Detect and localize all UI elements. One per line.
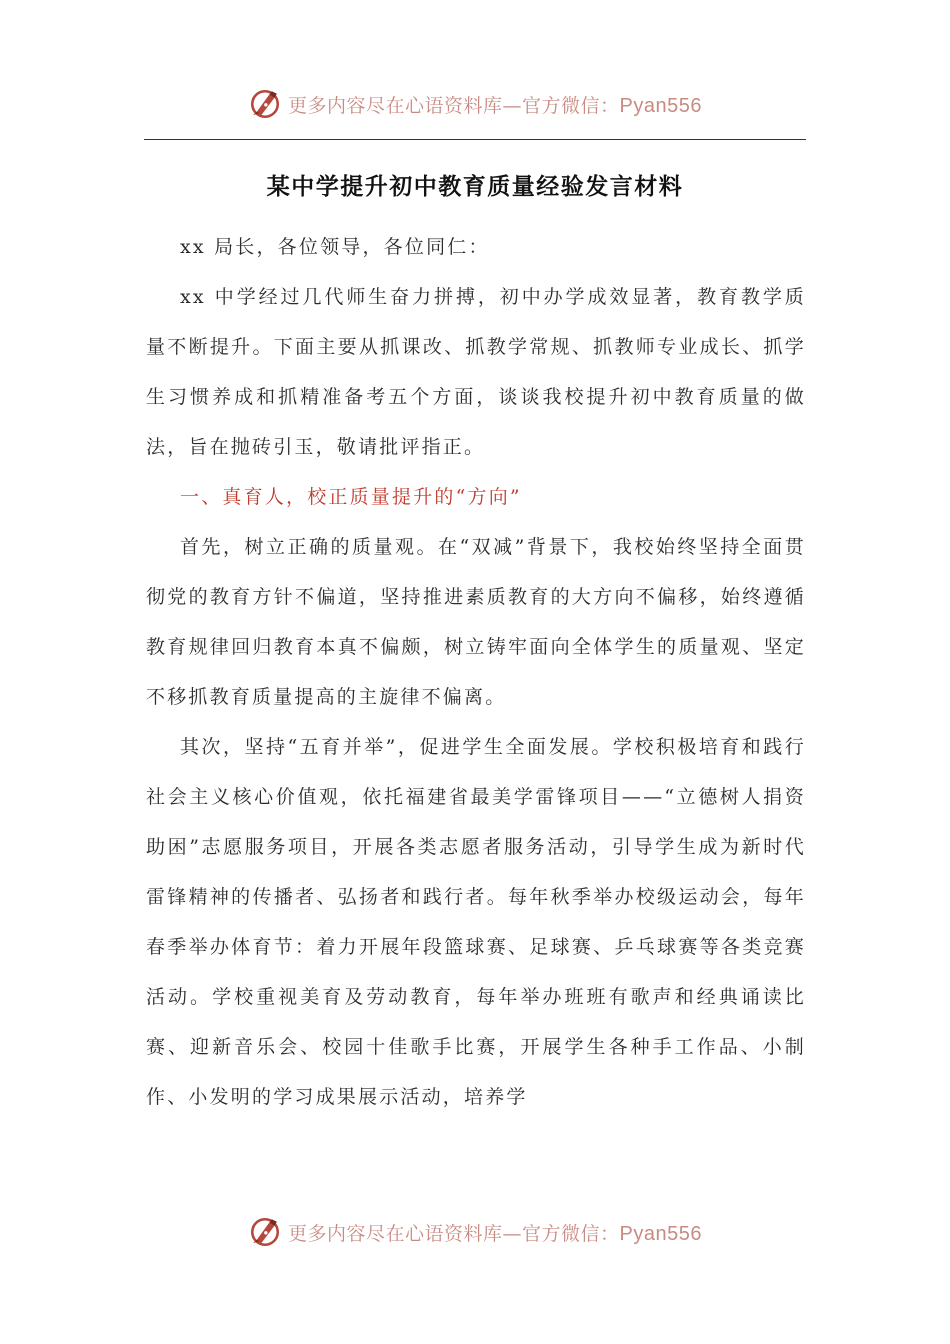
pen-nib-circle-icon (248, 87, 282, 121)
pen-nib-circle-icon (248, 1215, 282, 1249)
watermark-text (288, 1219, 702, 1246)
salutation-paragraph: xx 局长，各位领导，各位同仁： (180, 236, 490, 258)
body-paragraph: 首先，树立正确的质量观。在“双减”背景下，我校始终坚持全面贯彻党的教育方针不偏道，坚持推进素质教育的大方向不偏移，始终遵循教育规律回归教育本真不偏颇，树立铸牢面向全体学生的质量观、坚定不移抓教育质量提高的主旋律不偏离。 (146, 536, 806, 708)
watermark-text (288, 91, 702, 118)
intro-paragraph: xx 中学经过几代师生奋力拼搏，初中办学成效显著，教育教学质量不断提升。下面主要从抓课改、抓教学常规、抓教师专业成长、抓学生习惯养成和抓精准备考五个方面，谈谈我校提升初中教育质量的做法，旨在抛砖引玉，敬请批评指正。 (146, 286, 806, 458)
watermark-wechat-id: Pyan556 (619, 1222, 702, 1245)
body-paragraph: 其次，坚持“五育并举”，促进学生全面发展。学校积极培育和践行社会主义核心价值观，依托福建省最美学雷锋项目——“立德树人捐资助困”志愿服务项目，开展各类志愿者服务活动，引导学生成为新时代雷锋精神的传播者、弘扬者和践行者。每年秋季举办校级运动会，每年春季举办体育节：着力开展年段篮球赛、足球赛、乒乓球赛等各类竞赛活动。学校重视美育及劳动教育，每年举办班班有歌声和经典诵读比赛、迎新音乐会、校园十佳歌手比赛，开展学生各种手工作品、小制作、小发明的学习成果展示活动，培养学 (146, 736, 806, 1108)
document-body (146, 222, 806, 1122)
watermark-banner-top (0, 82, 950, 126)
document-title: 某中学提升初中教育质量经验发言材料 (266, 173, 684, 200)
watermark-label: 更多内容尽在心语资料库—官方微信： (288, 94, 620, 117)
watermark-banner-bottom (0, 1210, 950, 1254)
watermark-label: 更多内容尽在心语资料库—官方微信： (288, 1222, 620, 1245)
watermark-wechat-id: Pyan556 (619, 94, 702, 117)
section-heading: 一、真育人，校正质量提升的“方向” (180, 486, 522, 508)
header-divider (144, 139, 806, 140)
